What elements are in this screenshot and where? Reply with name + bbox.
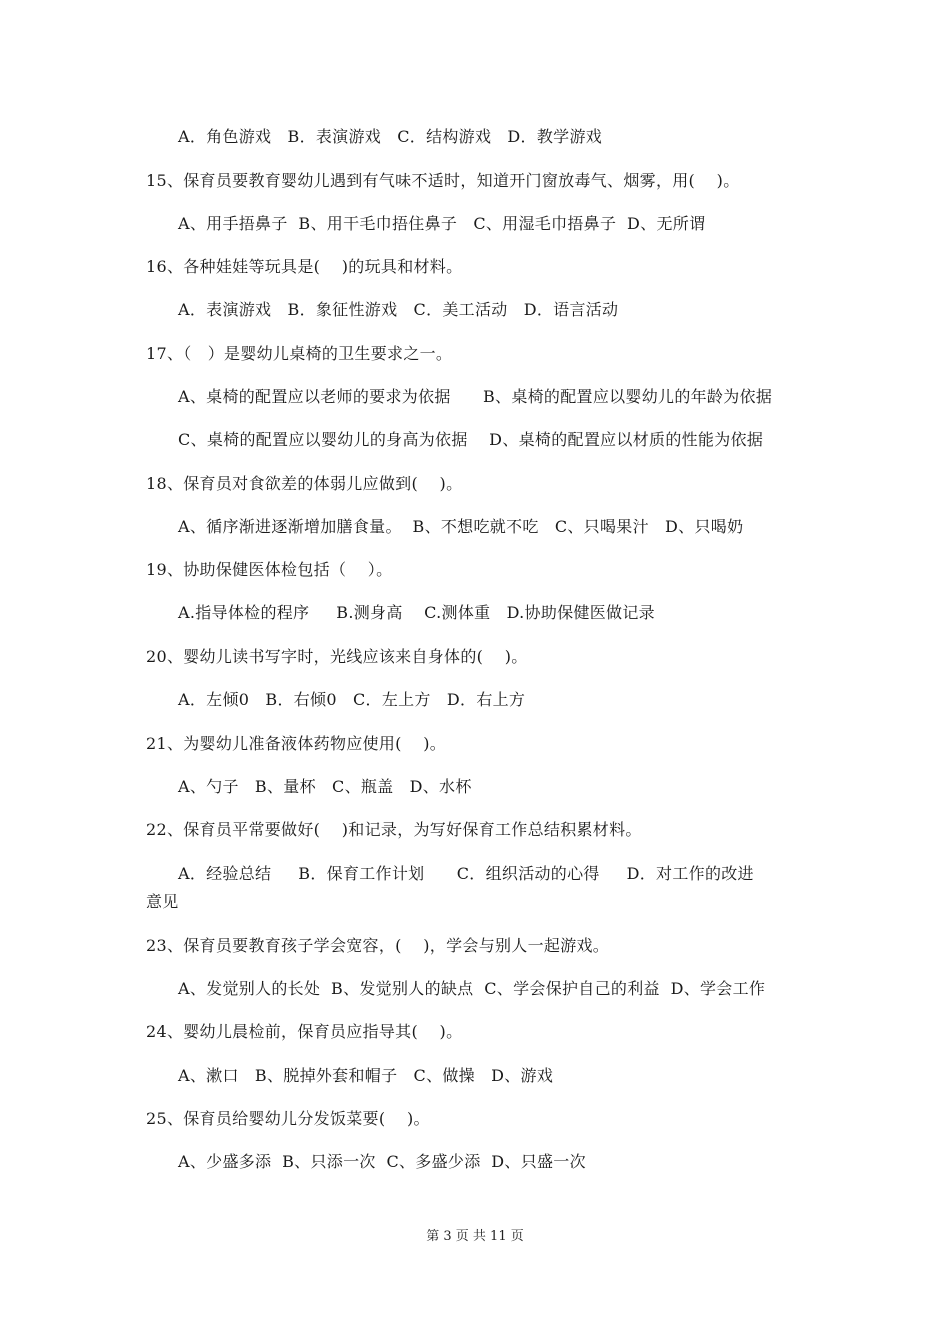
q21-options: A、勺子 B、量杯 C、瓶盖 D、水杯: [178, 777, 472, 796]
page-number-footer: 第 3 页 共 11 页: [426, 1229, 524, 1244]
q16-question: 16、各种娃娃等玩具是( )的玩具和材料。: [146, 257, 463, 276]
q19-options: A.指导体检的程序 B.测身高 C.测体重 D.协助保健医做记录: [178, 603, 655, 622]
q14-options: A．角色游戏 B．表演游戏 C．结构游戏 D．教学游戏: [178, 127, 603, 146]
q17-options-ab: A、桌椅的配置应以老师的要求为依据 B、桌椅的配置应以婴幼儿的年龄为依据: [178, 387, 773, 406]
q21-question: 21、为婴幼儿准备液体药物应使用( )。: [146, 734, 447, 753]
q23-options: A、发觉别人的长处 B、发觉别人的缺点 C、学会保护自己的利益 D、学会工作: [178, 979, 766, 998]
q23-question: 23、保育员要教育孩子学会宽容，( )，学会与别人一起游戏。: [146, 936, 610, 955]
q22-question: 22、保育员平常要做好( )和记录，为写好保育工作总结积累材料。: [146, 820, 642, 839]
q15-question: 15、保育员要教育婴幼儿遇到有气味不适时，知道开门窗放毒气、烟雾，用( )。: [146, 171, 740, 190]
q18-options: A、循序渐进逐渐增加膳食量。 B、不想吃就不吃 C、只喝果汁 D、只喝奶: [178, 517, 744, 536]
q17-question: 17、（ ）是婴幼儿桌椅的卫生要求之一。: [146, 344, 453, 363]
q22-options-continued: 意见: [146, 892, 179, 911]
q22-options: A．经验总结 B．保育工作计划 C．组织活动的心得 D．对工作的改进: [178, 864, 754, 883]
q20-question: 20、婴幼儿读书写字时，光线应该来自身体的( )。: [146, 647, 528, 666]
q16-options: A．表演游戏 B．象征性游戏 C．美工活动 D．语言活动: [178, 300, 619, 319]
q17-options-cd: C、桌椅的配置应以婴幼儿的身高为依据 D、桌椅的配置应以材质的性能为依据: [178, 430, 764, 449]
q25-options: A、少盛多添 B、只添一次 C、多盛少添 D、只盛一次: [178, 1152, 586, 1171]
q15-options: A、用手捂鼻子 B、用干毛巾捂住鼻子 C、用湿毛巾捂鼻子 D、无所谓: [178, 214, 706, 233]
q19-question: 19、协助保健医体检包括（ ）。: [146, 560, 393, 579]
q24-question: 24、婴幼儿晨检前，保育员应指导其( )。: [146, 1022, 463, 1041]
q20-options: A．左倾0 B．右倾0 C．左上方 D．右上方: [178, 690, 526, 709]
q24-options: A、漱口 B、脱掉外套和帽子 C、做操 D、游戏: [178, 1066, 554, 1085]
q25-question: 25、保育员给婴幼儿分发饭菜要( )。: [146, 1109, 430, 1128]
q18-question: 18、保育员对食欲差的体弱儿应做到( )。: [146, 474, 463, 493]
